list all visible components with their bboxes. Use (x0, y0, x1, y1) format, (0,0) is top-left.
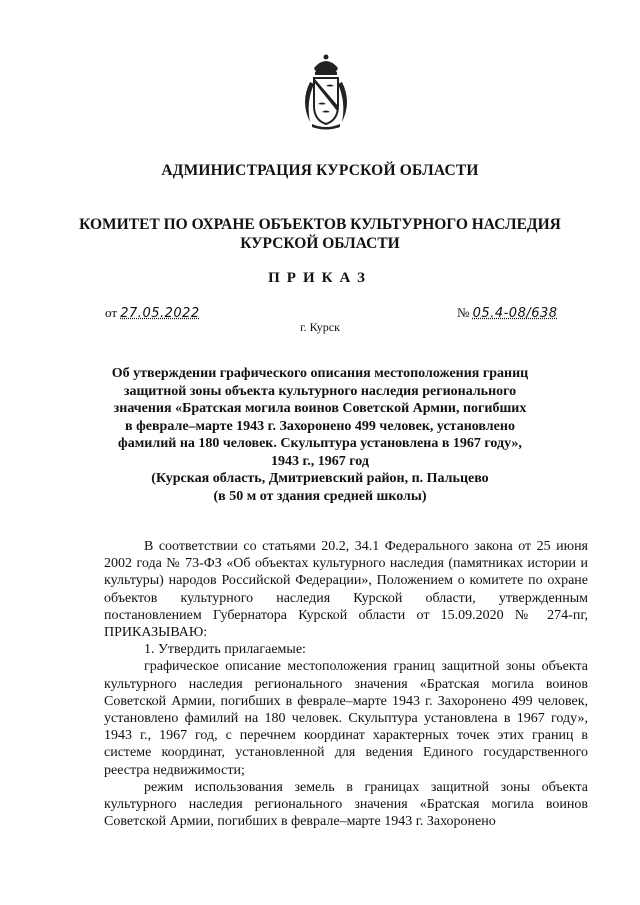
committee-heading-line1: КОМИТЕТ ПО ОХРАНЕ ОБЪЕКТОВ КУЛЬТУРНОГО НАСЛЕДИЯ (79, 216, 561, 233)
committee-heading-line2: КУРСКОЙ ОБЛАСТИ (240, 235, 400, 252)
administration-heading: АДМИНИСТРАЦИЯ КУРСКОЙ ОБЛАСТИ (161, 162, 479, 179)
number-handwritten: 05.4-08/638 (472, 306, 558, 321)
title-line: защитной зоны объекта культурного наследия регионального (123, 383, 517, 399)
date-prefix: от (105, 305, 118, 320)
order-date (105, 305, 200, 321)
title-line: в феврале–марте 1943 г. Захоронено 499 человек, установлено (125, 418, 515, 434)
title-line: фамилий на 180 человек. Скульптура установлена в 1967 году», (118, 436, 522, 451)
order-number (457, 305, 558, 321)
title-line: Об утверждении графического описания местоположения границ (111, 366, 529, 381)
title-line: (в 50 м от здания средней школы) (213, 488, 427, 504)
title-line: значения «Братская могила воинов Советской Армии, погибших (113, 401, 527, 416)
date-handwritten: 27.05.2022 (120, 306, 200, 321)
city-label: г. Курск (300, 320, 340, 334)
number-prefix: № (457, 305, 470, 320)
order-body (104, 538, 588, 830)
order-title (100, 365, 540, 505)
coat-of-arms-icon (296, 52, 356, 132)
order-heading: ПРИКАЗ (268, 270, 372, 286)
body-paragraph-land-use-regime: режим использования земель в границах защитной зоны объекта культурного наследия регионального значения «Братская могила воинов Советской Армии, погибших в феврале–марте 1943 г. Захоронено (104, 779, 588, 830)
title-line: 1943 г., 1967 год (271, 453, 369, 469)
body-paragraph-preamble: В соответствии со статьями 20.2, 34.1 Федерального закона от 25 июня 2002 года № 73-ФЗ «Об объектах культурного наследия (памятниках истории и культуры) народов Российской Федерации», Положением о комитете по охране объектов культурного наследия Курской области, утвержденным постановлением Губернатора Курской области от 15.09.2020 № 274-пг, ПРИКАЗЫВАЮ: (104, 539, 588, 641)
body-paragraph-graphic-description: графическое описание местоположения границ защитной зоны объекта культурного наследия регионального значения «Братская могила воинов Советской Армии, погибших в феврале–марте 1943 г. Захоронено 499 человек, установлено фамилий на 180 человек. Скульптура установлена в 1967 году», 1943 г., 1967 год, с перечнем координат характерных точек этих границ в системе координат, установленной для ведения Единого государственного реестра недвижимости; (104, 659, 588, 778)
committee-heading (0, 215, 640, 253)
body-paragraph-item1: 1. Утвердить прилагаемые: (144, 642, 306, 658)
title-line: (Курская область, Дмитриевский район, п. Пальцево (151, 471, 489, 486)
